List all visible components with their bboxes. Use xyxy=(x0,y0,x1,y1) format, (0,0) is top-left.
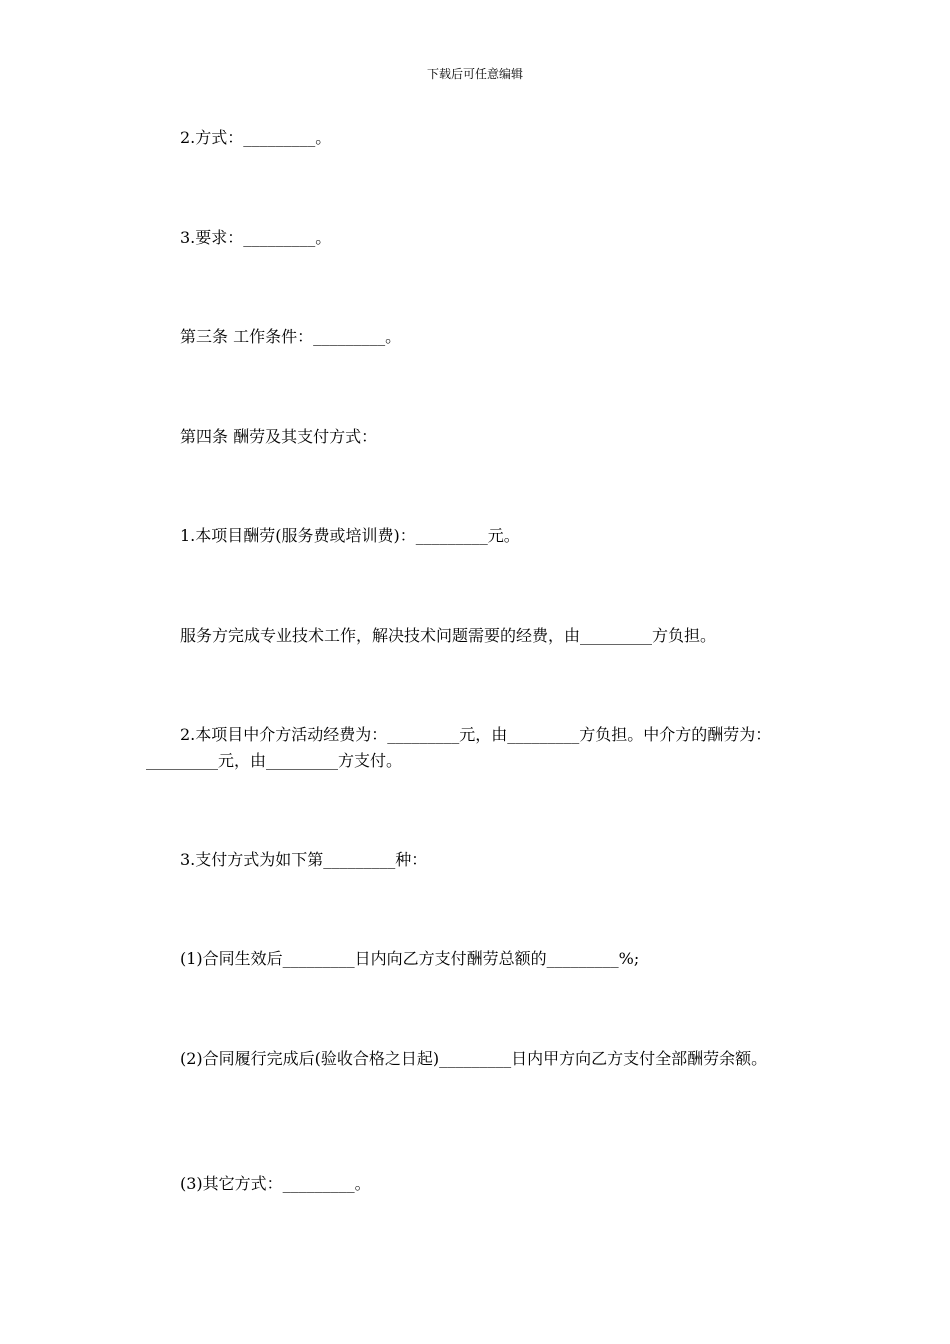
clause-service-expenses: 服务方完成专业技术工作，解决技术问题需要的经费，由_________方负担。 xyxy=(180,626,717,645)
payment-option-2: (2)合同履行完成后(验收合格之日起)_________日内甲方向乙方支付全部酬劳余额。 xyxy=(180,1049,768,1068)
article-4-heading: 第四条 酬劳及其支付方式： xyxy=(180,427,378,446)
payment-option-1: (1)合同生效后_________日内向乙方支付酬劳总额的_________%; xyxy=(180,949,640,968)
clause-project-fee: 1.本项目酬劳(服务费或培训费)：_________元。 xyxy=(180,526,520,545)
clause-method: 2.方式：_________。 xyxy=(180,128,332,147)
clause-intermediary-fees: 2.本项目中介方活动经费为：_________元，由_________方负担。中介方的酬劳为：_________元，由_________方支付。 xyxy=(146,725,772,770)
payment-option-3: (3)其它方式：_________。 xyxy=(180,1174,371,1193)
clause-requirements: 3.要求：_________。 xyxy=(180,228,332,247)
article-3-working-conditions: 第三条 工作条件：_________。 xyxy=(180,327,402,346)
header-note: 下载后可任意编辑 xyxy=(426,67,523,81)
clause-payment-method: 3.支付方式为如下第_________种： xyxy=(180,850,428,869)
